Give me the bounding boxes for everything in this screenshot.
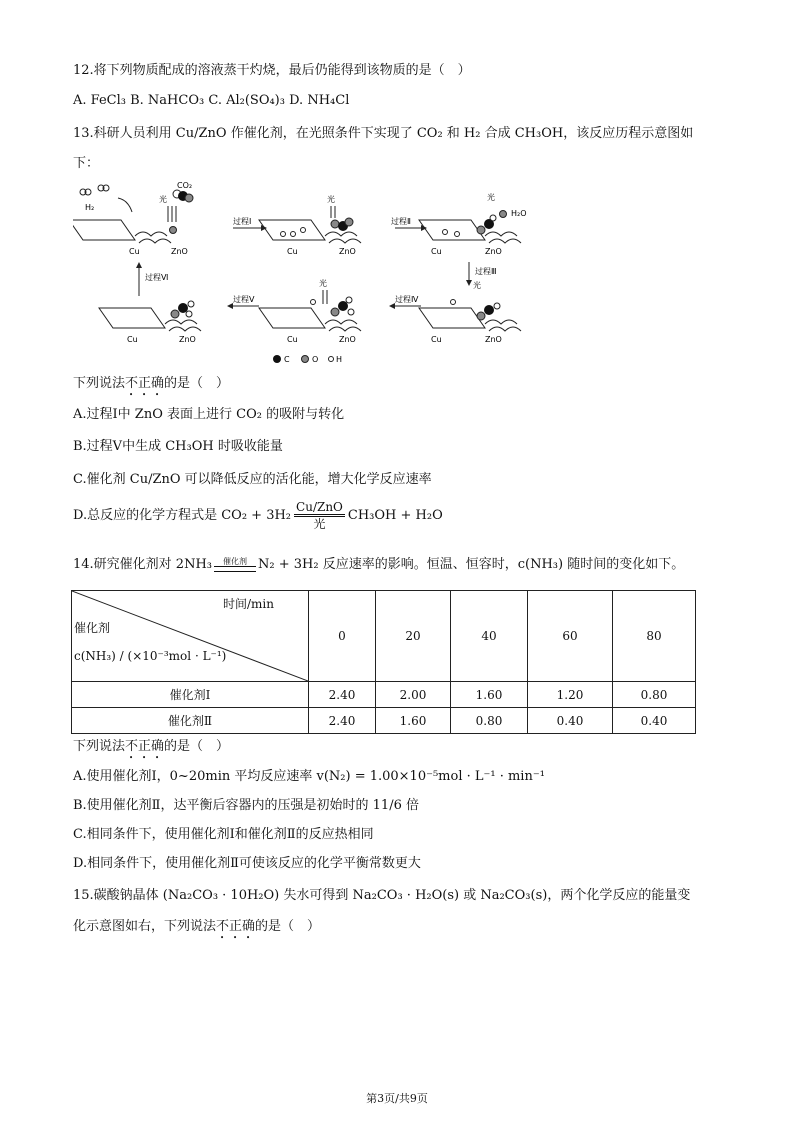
row-label: 催化剂Ⅰ [72,682,309,708]
panel-4-zno-label: ZnO [485,335,502,344]
page-footer: 第3页/共9页 [366,1092,428,1105]
value-cell: 1.60 [376,708,451,734]
time-cell: 40 [451,591,528,682]
panel-1 [73,181,193,256]
time-cell: 20 [376,591,451,682]
q14-ask-emphasis: 不正确 [125,739,165,754]
mechanism-svg [73,178,563,368]
q12-options: A. FeCl₃ B. NaHCO₃ C. Al₂(SO₄)₃ D. NH₄Cl [73,93,350,108]
panel-2-light-label: 光 [327,195,335,204]
step-6-label: 过程Ⅵ [145,273,169,282]
panel-2 [259,194,361,256]
panel-5 [259,278,361,344]
q14-catalyst-label: 催化剂 [223,556,248,566]
q12-stem: 12.将下列物质配成的溶液蒸干灼烧，最后仍能得到该物质的是（ ） [73,63,471,78]
h2-label: H₂ [85,203,95,212]
q13-option-d-condition [294,500,345,531]
value-cell: 0.40 [613,708,696,734]
value-cell: 0.80 [451,708,528,734]
panel-1-zno-label: ZnO [171,247,188,256]
step-3-label: 过程Ⅲ [475,267,497,276]
q14-option-d: D.相同条件下，使用催化剂Ⅱ可使该反应的化学平衡常数更大 [73,856,421,871]
value-cell: 2.40 [309,708,376,734]
co2-label: CO₂ [177,181,193,190]
q14-ask-pre: 下列说法 [73,739,126,754]
q14-option-b: B.使用催化剂Ⅱ，达平衡后容器内的压强是初始时的 11/6 倍 [73,798,419,813]
step-4-label: 过程Ⅳ [395,295,419,304]
legend-o: O [312,355,319,364]
panel-6-zno-label: ZnO [179,335,196,344]
value-cell: 1.20 [528,682,613,708]
legend [273,355,342,364]
value-cell: 0.40 [528,708,613,734]
q13-ask [73,375,229,399]
panel-5-cu-label: Cu [287,335,298,344]
time-cell: 0 [309,591,376,682]
table-row [72,708,696,734]
q13-stem-line2: 下： [73,156,100,171]
q13-ask-emphasis: 不正确 [125,376,165,391]
table-diagonal-header [72,591,309,682]
panel-5-light-label: 光 [319,279,327,288]
header-catalyst: 催化剂 [74,621,111,635]
panel-1-light-label: 光 [159,195,167,204]
row-label: 催化剂Ⅱ [72,708,309,734]
q13-option-d-light: 光 [313,517,326,531]
q14-stem-post: N₂ + 3H₂ 反应速率的影响。恒温、恒容时，c(NH₃) 随时间的变化如下。 [258,557,685,572]
q13-ask-pre: 下列说法 [73,376,126,391]
panel-2-zno-label: ZnO [339,247,356,256]
step-5-label: 过程Ⅴ [233,295,255,304]
time-cell: 60 [528,591,613,682]
step-2-label: 过程Ⅱ [391,217,411,226]
q13-option-c: C.催化剂 Cu/ZnO 可以降低反应的活化能，增大化学反应速率 [73,472,432,487]
q13-stem-line1: 13.科研人员利用 Cu/ZnO 作催化剂，在光照条件下实现了 CO₂ 和 H₂ 合成 CH₃OH，该反应历程示意图如 [73,126,694,141]
value-cell: 2.00 [376,682,451,708]
q15-stem-line1: 15.碳酸钠晶体 (Na₂CO₃ · 10H₂O) 失水可得到 Na₂CO₃ · H₂O(s) 或 Na₂CO₃(s)，两个化学反应的能量变 [73,888,691,903]
q15-stem-line2 [73,918,320,942]
q14-ask [73,738,229,762]
q14-catalyst-arrow [214,558,256,572]
panel-1-cu-label: Cu [129,247,140,256]
panel-4-light-label: 光 [473,281,481,290]
step-1-label: 过程Ⅰ [233,217,252,226]
panel-6-cu-label: Cu [127,335,138,344]
q13-option-b: B.过程Ⅴ中生成 CH₃OH 时吸收能量 [73,439,283,454]
panel-5-zno-label: ZnO [339,335,356,344]
q15-stem-post: 的是（ ） [255,919,321,934]
q14-stem [73,556,684,574]
q13-option-d-pre: D.总反应的化学方程式是 CO₂ + 3H₂ [73,508,292,523]
panel-3-zno-label: ZnO [485,247,502,256]
panel-4-cu-label: Cu [431,335,442,344]
legend-h: H [336,355,343,364]
reaction-mechanism-diagram [73,178,563,368]
header-unit: c(NH₃) / (×10⁻³mol · L⁻¹) [74,649,227,663]
table-header-row [72,591,696,682]
table-row [72,682,696,708]
panel-3 [419,192,527,256]
legend-c: C [284,355,290,364]
panel-3-cu-label: Cu [431,247,442,256]
q13-option-d-catalyst: Cu/ZnO [294,500,345,517]
panel-3-light-label: 光 [487,193,495,202]
q13-option-d [73,500,443,531]
q14-ask-post: 的是（ ） [164,739,230,754]
q13-ask-post: 的是（ ） [164,376,230,391]
panel-2-cu-label: Cu [287,247,298,256]
time-cell: 80 [613,591,696,682]
panel-6 [99,301,201,344]
q14-option-c: C.相同条件下，使用催化剂Ⅰ和催化剂Ⅱ的反应热相同 [73,827,374,842]
q13-option-d-post: CH₃OH + H₂O [347,508,443,523]
h2o-label: H₂O [511,209,527,218]
rate-table [71,590,696,734]
value-cell: 2.40 [309,682,376,708]
q14-option-a: A.使用催化剂Ⅰ，0~20min 平均反应速率 v(N₂) = 1.00×10⁻⁵mol · L⁻¹ · min⁻¹ [73,769,545,784]
value-cell: 0.80 [613,682,696,708]
q15-emphasis: 不正确 [216,919,256,934]
q13-option-a: A.过程Ⅰ中 ZnO 表面上进行 CO₂ 的吸附与转化 [73,407,345,422]
value-cell: 1.60 [451,682,528,708]
q15-stem-pre: 化示意图如右，下列说法 [73,919,217,934]
q14-stem-pre: 14.研究催化剂对 2NH₃ [73,557,213,572]
header-time: 时间/min [223,597,274,611]
panel-4 [419,280,521,344]
